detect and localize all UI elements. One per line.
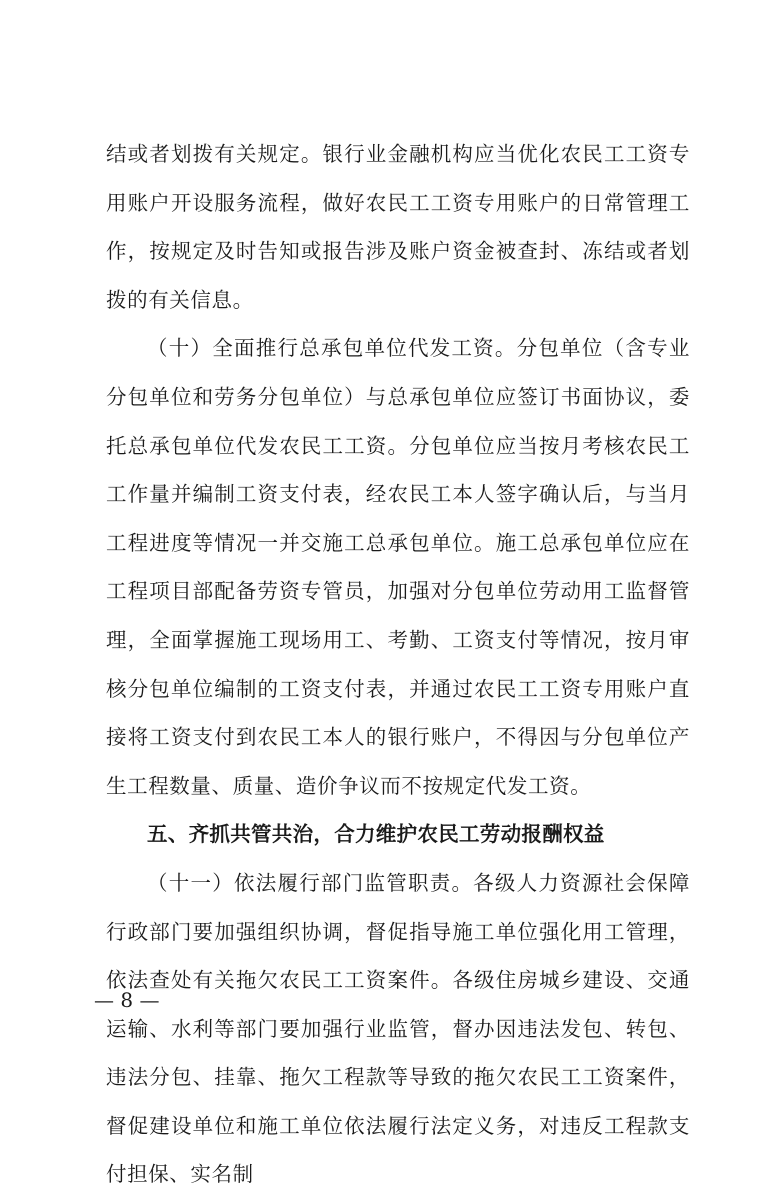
- paragraph-section-eleven: （十一）依法履行部门监管职责。各级人力资源社会保障行政部门要加强组织协调，督促指导施工单位强化用工管理，依法查处有关拖欠农民工工资案件。各级住房城乡建设、交通运输、水利等部门要加强行业监管，督办因违法发包、转包、违法分包、挂靠、拖欠工程款等导致的拖欠农民工工资案件，督促建设单位和施工单位依法履行法定义务，对违反工程款支付担保、实名制: [106, 870, 690, 1187]
- paragraph-section-ten: （十）全面推行总承包单位代发工资。分包单位（含专业分包单位和劳务分包单位）与总承包单位应签订书面协议，委托总承包单位代发农民工工资。分包单位应当按月考核农民工工作量并编制工资支付表，经农民工本人签字确认后，与当月工程进度等情况一并交施工总承包单位。施工总承包单位应在工程项目部配备劳资专管员，加强对分包单位劳动用工监督管理，全面掌握施工现场用工、考勤、工资支付等情况，按月审核分包单位编制的工资支付表，并通过农民工工资专用账户直接将工资支付到农民工本人的银行账户，不得因与分包单位产生工程数量、质量、造价争议而不按规定代发工资。: [106, 336, 690, 798]
- document-body: [106, 130, 690, 1199]
- paragraph-continuation: 结或者划拨有关规定。银行业金融机构应当优化农民工工资专用账户开设服务流程，做好农民工工资专用账户的日常管理工作，按规定及时告知或报告涉及账户资金被查封、冻结或者划拨的有关信息。: [106, 142, 690, 312]
- section-heading-five: 五、齐抓共管共治，合力维护农民工劳动报酬权益: [147, 822, 605, 847]
- page-number: — 8 —: [94, 988, 160, 1012]
